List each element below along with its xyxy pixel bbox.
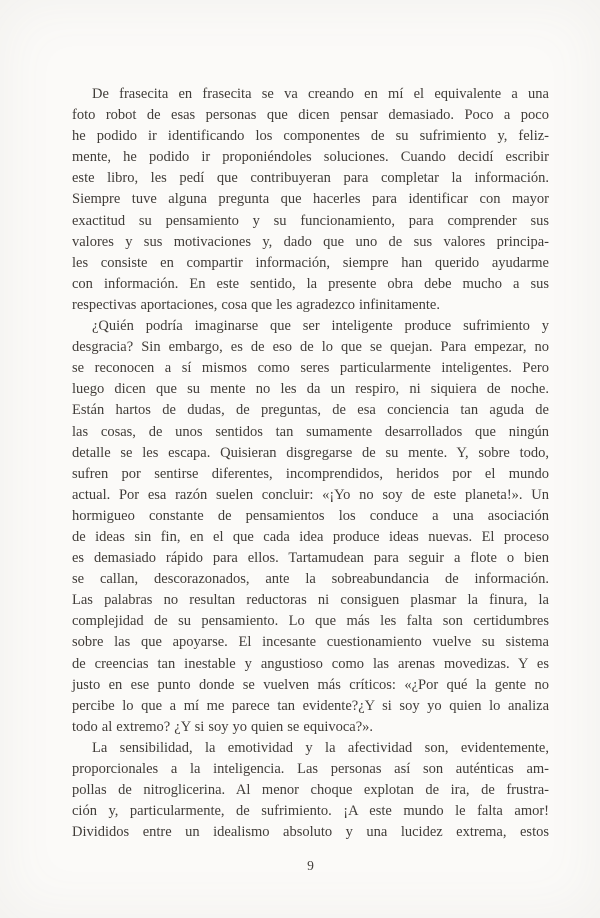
text-line: he podido ir identificando los componentes de su sufrimiento y, feliz- — [72, 128, 549, 145]
paragraph — [72, 84, 549, 316]
text-line: desgracia? Sin embargo, es de eso de lo que se quejan. Para empezar, no — [72, 339, 549, 356]
page-number: 9 — [307, 858, 314, 873]
text-line: valores y sus motivaciones y, dado que uno de sus valores principa- — [72, 233, 549, 250]
text-line: sobre las que apoyarse. El incesante cuestionamiento vuelve su sistema — [72, 634, 549, 651]
text-line: pollas de nitroglicerina. Al menor choque explotan de ira, de frustra- — [72, 782, 549, 799]
text-line: mente, he podido ir proponiéndoles soluciones. Cuando decidí escribir — [72, 149, 549, 166]
text-line: La sensibilidad, la emotividad y la afectividad son, evidentemente, — [92, 739, 549, 756]
text-line: respectivas aportaciones, cosa que les agradezco infinitamente. — [72, 296, 440, 313]
text-line: ¿Quién podría imaginarse que ser inteligente produce sufrimiento y — [92, 318, 549, 335]
text-line: ción y, particularmente, de sufrimiento. ¡A este mundo le falta amor! — [72, 803, 549, 820]
text-line: foto robot de esas personas que dicen pensar demasiado. Poco a poco — [72, 107, 549, 124]
paragraph — [72, 738, 549, 843]
text-line: complejidad de su pensamiento. Lo que más les falta son certidumbres — [72, 613, 549, 630]
text-line: Las palabras no resultan reductoras ni consiguen plasmar la finura, la — [72, 592, 549, 609]
text-line: percibe lo que a mí me parece tan evidente?¿Y si soy yo quien lo analiza — [72, 697, 549, 714]
text-line: proporcionales a la inteligencia. Las personas así son auténticas am- — [72, 761, 549, 777]
text-block — [72, 84, 549, 843]
text-line: es demasiado rápido para ellos. Tartamudean para seguir a flote o bien — [72, 550, 549, 567]
text-line: las cosas, de unos sentidos tan sumamente desarrollados que ningún — [72, 423, 549, 440]
text-line: Siempre tuve alguna pregunta que hacerles para identificar con mayor — [72, 191, 549, 208]
text-line: actual. Por esa razón suelen concluir: «¡Yo no soy de este planeta!». Un — [72, 486, 549, 503]
text-line: de ideas sin fin, en el que cada idea produce ideas nuevas. El proceso — [72, 528, 549, 545]
paragraph — [72, 316, 549, 738]
text-line: sufren por sentirse diferentes, incomprendidos, heridos por el mundo — [72, 465, 549, 482]
text-line: se reconocen a sí mismos como seres particularmente inteligentes. Pero — [72, 360, 549, 377]
text-line: hormigueo constante de pensamientos los conduce a una asociación — [72, 507, 549, 524]
text-line: se callan, descorazonados, ante la sobreabundancia de información. — [72, 571, 549, 588]
text-line: todo al extremo? ¿Y si soy yo quien se equivoca?». — [72, 718, 374, 735]
text-line: luego dicen que su mente no les da un respiro, ni siquiera de noche. — [72, 381, 549, 398]
text-line: con información. En este sentido, la presente obra debe mucho a sus — [72, 275, 549, 292]
text-line: Divididos entre un idealismo absoluto y una lucidez extrema, estos — [72, 824, 549, 841]
text-line: les consiste en compartir información, siempre han querido ayudarme — [72, 254, 549, 271]
text-line: detalle se les escapa. Quisieran disgregarse de su mente. Y, sobre todo, — [72, 444, 549, 461]
text-line: Están hartos de dudas, de preguntas, de esa conciencia tan aguda de — [72, 402, 549, 419]
text-line: De frasecita en frasecita se va creando en mí el equivalente a una — [92, 86, 549, 102]
text-line: exactitud su pensamiento y su funcionamiento, para comprender sus — [72, 212, 549, 229]
text-line: justo en ese punto donde se vuelven más críticos: «¿Por qué la gente no — [72, 676, 549, 693]
text-line: de creencias tan inestable y angustioso como las arenas movedizas. Y es — [72, 655, 549, 672]
text-line: este libro, les pedí que contribuyeran para completar la información. — [72, 170, 549, 187]
